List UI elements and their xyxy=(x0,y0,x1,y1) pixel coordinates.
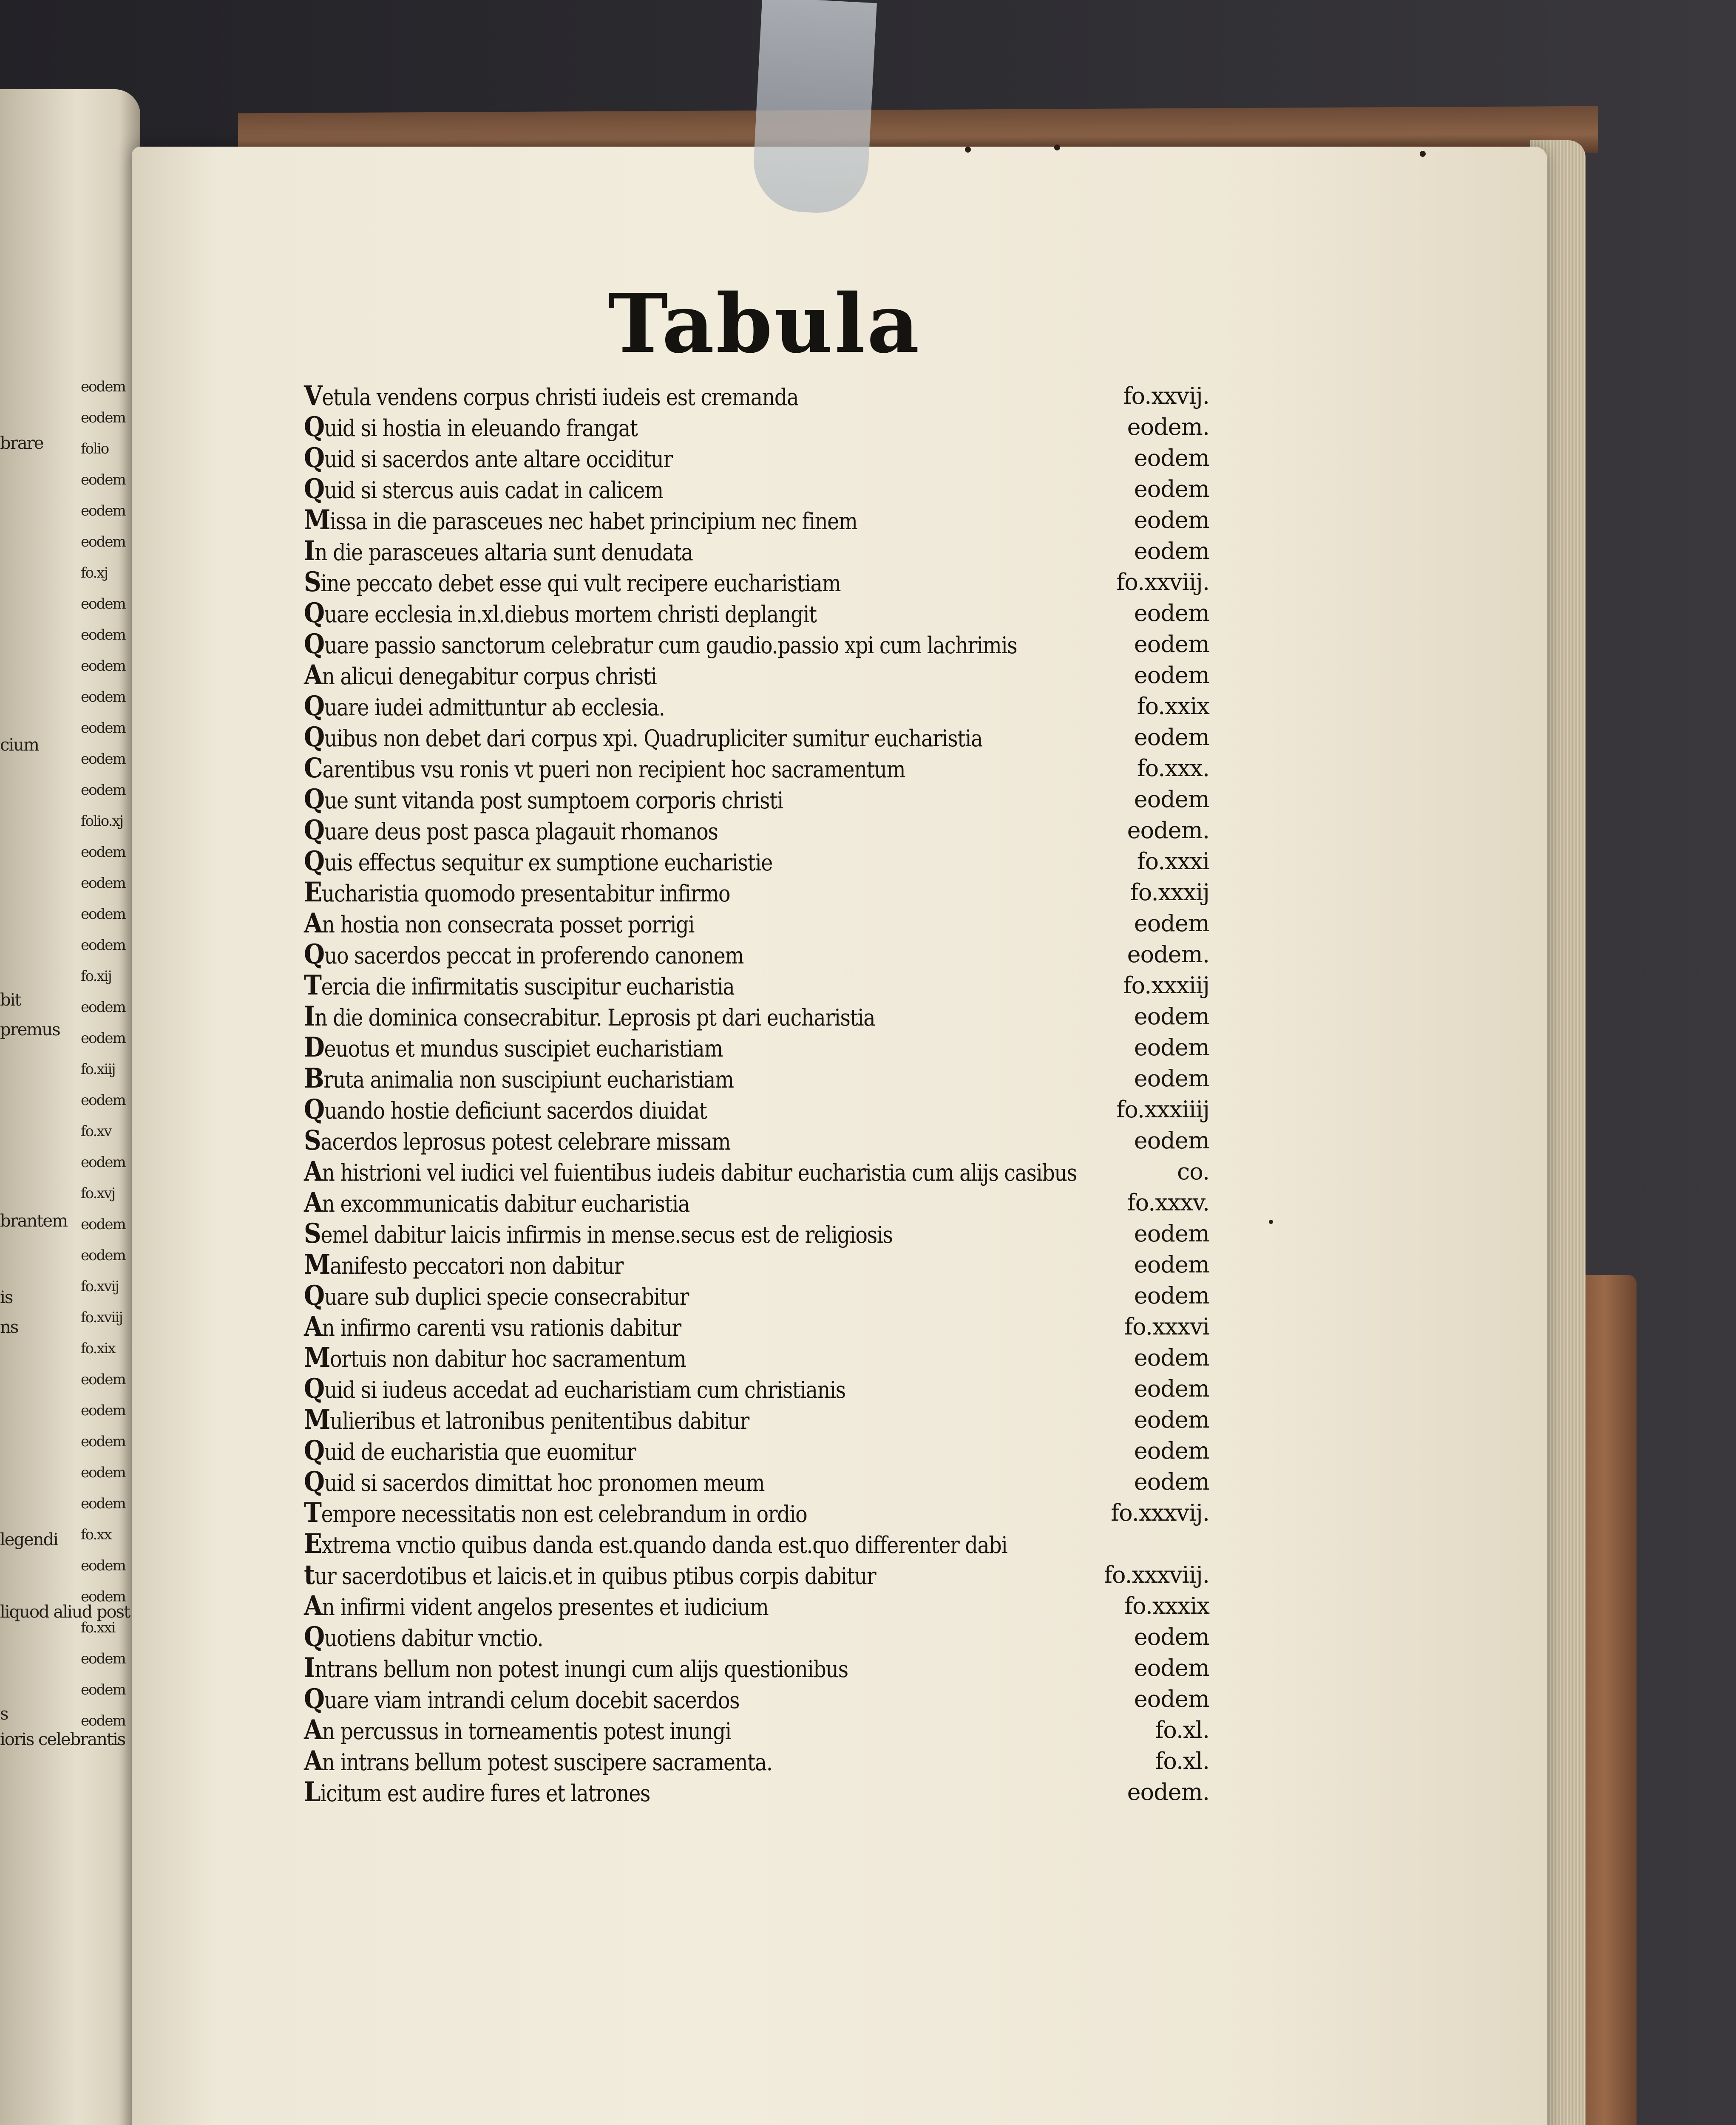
entry-folio-reference: eodem xyxy=(1134,1375,1209,1402)
entry-folio-reference: fo.xxxix xyxy=(1124,1592,1209,1619)
left-page-ref: folio.xj xyxy=(81,813,123,830)
entry-text: Sine peccato debet esse qui vult recipere eucharistiam xyxy=(304,566,841,598)
left-page-ref: eodem xyxy=(81,1154,125,1171)
entry-text: An percussus in torneamentis potest inungi xyxy=(304,1714,731,1746)
entry-folio-reference: eodem. xyxy=(1127,817,1209,844)
list-item xyxy=(304,473,1209,504)
entry-text: Quare ecclesia in.xl.diebus mortem christi deplangit xyxy=(304,597,817,629)
list-item xyxy=(304,1559,1209,1590)
entry-text: tur sacerdotibus et laicis.et in quibus ptibus corpis dabitur xyxy=(304,1559,876,1591)
list-item xyxy=(304,567,1209,598)
left-page-ref: folio xyxy=(81,440,109,457)
left-page-ref: eodem xyxy=(81,1371,125,1388)
entry-folio-reference: eodem xyxy=(1134,724,1209,751)
entry-folio-reference: eodem xyxy=(1134,1127,1209,1154)
left-page-ref: eodem xyxy=(81,1650,125,1667)
entry-text: Quare sub duplici specie consecrabitur xyxy=(304,1280,689,1312)
entry-text: An intrans bellum potest suscipere sacramenta. xyxy=(304,1745,772,1777)
left-page-fragment: brantem xyxy=(0,1211,68,1231)
left-page-ref: eodem xyxy=(81,595,125,612)
list-item xyxy=(304,753,1209,784)
entry-text: Mortuis non dabitur hoc sacramentum xyxy=(304,1342,686,1374)
left-page-ref: eodem xyxy=(81,688,125,706)
left-page-fragment: ioris celebrantis xyxy=(0,1730,125,1749)
left-page-fragment: cium xyxy=(0,735,39,755)
list-item xyxy=(304,536,1209,567)
left-page-ref: eodem xyxy=(81,1433,125,1450)
entry-text: An infirmo carenti vsu rationis dabitur xyxy=(304,1311,681,1343)
left-page-ref: fo.xv xyxy=(81,1123,111,1140)
entry-folio-reference: fo.xxxiiij xyxy=(1116,1096,1209,1123)
entry-folio-reference: eodem xyxy=(1134,1655,1209,1681)
entry-text: Quotiens dabitur vnctio. xyxy=(304,1621,543,1653)
list-item xyxy=(304,908,1209,939)
entry-text: Quando hostie deficiunt sacerdos diuidat xyxy=(304,1094,707,1125)
entry-text: In die dominica consecrabitur. Leprosis pt dari eucharistia xyxy=(304,1000,875,1032)
entry-folio-reference: eodem xyxy=(1134,1282,1209,1309)
list-item xyxy=(304,1342,1209,1373)
left-page-ref: fo.xij xyxy=(81,968,111,985)
list-item xyxy=(304,1776,1209,1808)
entry-folio-reference: eodem xyxy=(1134,1624,1209,1650)
list-item xyxy=(304,1032,1209,1063)
entry-text: Quid si iudeus accedat ad eucharistiam cum christianis xyxy=(304,1373,845,1405)
entry-folio-reference: eodem. xyxy=(1127,414,1209,440)
left-page-ref: fo.xvj xyxy=(81,1185,115,1202)
left-page-ref: fo.xvij xyxy=(81,1278,119,1295)
list-item xyxy=(304,1590,1209,1621)
left-page-ref: eodem xyxy=(81,1402,125,1419)
left-page-fragment: bit xyxy=(0,990,21,1010)
entry-folio-reference: eodem xyxy=(1134,476,1209,502)
entry-text: Bruta animalia non suscipiunt eucharistiam xyxy=(304,1062,734,1094)
entry-text: Quibus non debet dari corpus xpi. Quadrupliciter sumitur eucharistia xyxy=(304,721,982,753)
list-item xyxy=(304,1683,1209,1714)
left-page-ref: eodem xyxy=(81,875,125,892)
left-page-ref: fo.xiij xyxy=(81,1061,115,1078)
entry-text: Quare deus post pasca plagauit rhomanos xyxy=(304,814,718,846)
left-page-ref: eodem xyxy=(81,409,125,426)
entry-folio-reference: eodem xyxy=(1134,538,1209,564)
entry-folio-reference: eodem. xyxy=(1127,941,1209,968)
entry-folio-reference: fo.xxix xyxy=(1137,693,1209,720)
entry-folio-reference: fo.xxviij. xyxy=(1116,569,1209,595)
list-item xyxy=(304,1497,1209,1528)
entry-folio-reference: fo.xl. xyxy=(1155,1717,1209,1743)
entry-text: Intrans bellum non potest inungi cum alijs questionibus xyxy=(304,1652,848,1684)
left-page-fragment: liquod aliud post xyxy=(0,1602,130,1622)
entry-folio-reference: eodem xyxy=(1134,1686,1209,1712)
left-page-ref: eodem xyxy=(81,999,125,1016)
left-page-ref: eodem xyxy=(81,378,125,395)
ink-spot xyxy=(1269,1220,1273,1224)
left-page-fragment: ns xyxy=(0,1318,18,1337)
left-page-ref: eodem xyxy=(81,657,125,674)
list-item xyxy=(304,784,1209,815)
entry-text: Semel dabitur laicis infirmis in mense.secus est de religiosis xyxy=(304,1218,893,1250)
entry-text: An alicui denegabitur corpus christi xyxy=(304,659,657,691)
list-item xyxy=(304,598,1209,629)
entry-folio-reference: fo.xxxi xyxy=(1137,848,1209,875)
table-of-contents xyxy=(304,380,1209,1808)
left-page-ref: eodem xyxy=(81,1681,125,1698)
entry-text: Tercia die infirmitatis suscipitur eucharistia xyxy=(304,969,735,1001)
entry-text: An histrioni vel iudici vel fuientibus iudeis dabitur eucharistia cum alijs casibus xyxy=(304,1156,1077,1187)
entry-folio-reference: fo.xxxv. xyxy=(1127,1189,1209,1216)
list-item xyxy=(304,380,1209,411)
entry-folio-reference: eodem xyxy=(1134,445,1209,471)
entry-folio-reference: eodem xyxy=(1134,1065,1209,1092)
entry-text: Quid si stercus auis cadat in calicem xyxy=(304,473,663,505)
entry-folio-reference: fo.xxxviij. xyxy=(1103,1561,1209,1588)
left-page-ref: eodem xyxy=(81,533,125,550)
list-item xyxy=(304,722,1209,753)
list-item xyxy=(304,970,1209,1001)
entry-text: Quo sacerdos peccat in proferendo canonem xyxy=(304,938,744,970)
left-page-ref: eodem xyxy=(81,1247,125,1264)
left-page-ref: eodem xyxy=(81,1464,125,1481)
left-page-ref: eodem xyxy=(81,626,125,643)
list-item xyxy=(304,1404,1209,1435)
list-item xyxy=(304,1652,1209,1683)
entry-text: In die parasceues altaria sunt denudata xyxy=(304,535,693,567)
entry-text: Quid si sacerdos ante altare occiditur xyxy=(304,442,672,474)
left-page-ref: eodem xyxy=(81,1216,125,1233)
left-page-ref: eodem xyxy=(81,906,125,923)
entry-text: Quid de eucharistia que euomitur xyxy=(304,1435,636,1467)
list-item xyxy=(304,1156,1209,1187)
left-page-ref: eodem xyxy=(81,502,125,519)
list-item xyxy=(304,877,1209,908)
left-page-ref: eodem xyxy=(81,844,125,861)
left-page-ref: fo.xviij xyxy=(81,1309,122,1326)
entry-text: Quid si hostia in eleuando frangat xyxy=(304,411,638,443)
list-item xyxy=(304,1745,1209,1776)
entry-text: Quare passio sanctorum celebratur cum gaudio.passio xpi cum lachrimis xyxy=(304,628,1017,660)
list-item xyxy=(304,629,1209,660)
entry-text: Tempore necessitatis non est celebrandum in ordio xyxy=(304,1497,807,1529)
entry-folio-reference: eodem xyxy=(1134,1344,1209,1371)
left-page-fragment: is xyxy=(0,1288,13,1307)
list-item xyxy=(304,504,1209,536)
left-page-ref: fo.xix xyxy=(81,1340,115,1357)
entry-folio-reference: eodem. xyxy=(1127,1779,1209,1805)
entry-text: Eucharistia quomodo presentabitur infirmo xyxy=(304,876,730,908)
entry-text: Carentibus vsu ronis vt pueri non recipient hoc sacramentum xyxy=(304,752,905,784)
entry-text: Quare viam intrandi celum docebit sacerdos xyxy=(304,1683,740,1715)
left-page-ref: eodem xyxy=(81,720,125,737)
list-item xyxy=(304,1063,1209,1094)
left-page-ref: eodem xyxy=(81,1495,125,1512)
entry-text: An excommunicatis dabitur eucharistia xyxy=(304,1187,690,1218)
entry-folio-reference: eodem xyxy=(1134,600,1209,626)
list-item xyxy=(304,1373,1209,1404)
entry-folio-reference: fo.xxx. xyxy=(1137,755,1209,782)
left-page-fragment: premus xyxy=(0,1020,60,1040)
list-item xyxy=(304,939,1209,970)
entry-folio-reference: eodem xyxy=(1134,1251,1209,1278)
left-page-ref: eodem xyxy=(81,937,125,954)
entry-folio-reference: eodem xyxy=(1134,1003,1209,1030)
list-item xyxy=(304,1621,1209,1652)
entry-text: Quid si sacerdos dimittat hoc pronomen meum xyxy=(304,1466,765,1498)
entry-folio-reference: eodem xyxy=(1134,1220,1209,1247)
entry-folio-reference: fo.xxxvij. xyxy=(1111,1499,1209,1526)
list-item xyxy=(304,411,1209,442)
page-heading: Tabula xyxy=(608,276,921,371)
entry-folio-reference: fo.xxxij xyxy=(1130,879,1209,906)
list-item xyxy=(304,1218,1209,1249)
list-item xyxy=(304,1125,1209,1156)
left-page-ref: eodem xyxy=(81,1557,125,1574)
list-item xyxy=(304,660,1209,691)
entry-folio-reference: eodem xyxy=(1134,631,1209,657)
entry-text: Mulieribus et latronibus penitentibus dabitur xyxy=(304,1404,749,1436)
left-page-ref: fo.xj xyxy=(81,564,108,581)
entry-text: Quis effectus sequitur ex sumptione eucharistie xyxy=(304,845,773,877)
left-page-fragment: s xyxy=(0,1704,8,1724)
entry-folio-reference: eodem xyxy=(1134,1034,1209,1061)
entry-folio-reference: eodem xyxy=(1134,786,1209,813)
wormhole xyxy=(965,147,971,153)
list-item xyxy=(304,1187,1209,1218)
entry-folio-reference: eodem xyxy=(1134,1437,1209,1464)
entry-text: Sacerdos leprosus potest celebrare missam xyxy=(304,1125,731,1156)
entry-text: Missa in die parasceues nec habet principium nec finem xyxy=(304,504,857,536)
list-item xyxy=(304,1528,1209,1559)
list-item xyxy=(304,1280,1209,1311)
entry-folio-reference: eodem xyxy=(1134,1406,1209,1433)
entry-folio-reference: eodem xyxy=(1134,507,1209,533)
entry-text: An hostia non consecrata posset porrigi xyxy=(304,907,695,939)
left-page-ref: eodem xyxy=(81,471,125,488)
list-item xyxy=(304,1001,1209,1032)
entry-folio-reference: eodem xyxy=(1134,662,1209,688)
entry-folio-reference: fo.xxxvi xyxy=(1124,1313,1209,1340)
left-page xyxy=(0,89,140,2125)
list-item xyxy=(304,442,1209,473)
entry-folio-reference: fo.xxxiij xyxy=(1123,972,1209,999)
list-item xyxy=(304,846,1209,877)
entry-text: Extrema vnctio quibus danda est.quando danda est.quo differenter dabi xyxy=(304,1528,1007,1560)
list-item xyxy=(304,1466,1209,1497)
list-item xyxy=(304,691,1209,722)
entry-folio-reference: eodem xyxy=(1134,1468,1209,1495)
left-page-fragment: legendi xyxy=(0,1530,58,1550)
left-page-ref: eodem xyxy=(81,1092,125,1109)
list-item xyxy=(304,815,1209,846)
left-page-ref: fo.xxi xyxy=(81,1619,115,1636)
list-item xyxy=(304,1094,1209,1125)
left-page-ref: eodem xyxy=(81,751,125,768)
left-page-ref: eodem xyxy=(81,1712,125,1729)
entry-text: Que sunt vitanda post sumptoem corporis christi xyxy=(304,783,783,815)
entry-text: Deuotus et mundus suscipiet eucharistiam xyxy=(304,1031,723,1063)
wormhole xyxy=(1420,151,1426,157)
book-clip-top xyxy=(751,0,877,215)
entry-text: Manifesto peccatori non dabitur xyxy=(304,1249,624,1281)
wormhole xyxy=(1054,144,1060,150)
left-page-ref: eodem xyxy=(81,1030,125,1047)
left-page-ref: eodem xyxy=(81,782,125,799)
left-page-ref: eodem xyxy=(81,1588,125,1605)
left-page-ref: fo.xx xyxy=(81,1526,111,1543)
entry-folio-reference: co. xyxy=(1177,1158,1209,1185)
list-item xyxy=(304,1311,1209,1342)
entry-text: Quare iudei admittuntur ab ecclesia. xyxy=(304,690,665,722)
entry-text: Licitum est audire fures et latrones xyxy=(304,1776,650,1808)
entry-text: Vetula vendens corpus christi iudeis est cremanda xyxy=(304,380,799,412)
left-page-fragment: brare xyxy=(0,434,43,453)
entry-folio-reference: eodem xyxy=(1134,910,1209,937)
list-item xyxy=(304,1249,1209,1280)
entry-text: An infirmi vident angelos presentes et iudicium xyxy=(304,1590,769,1622)
list-item xyxy=(304,1435,1209,1466)
entry-folio-reference: fo.xxvij. xyxy=(1123,382,1209,409)
list-item xyxy=(304,1714,1209,1745)
entry-folio-reference: fo.xl. xyxy=(1155,1748,1209,1774)
